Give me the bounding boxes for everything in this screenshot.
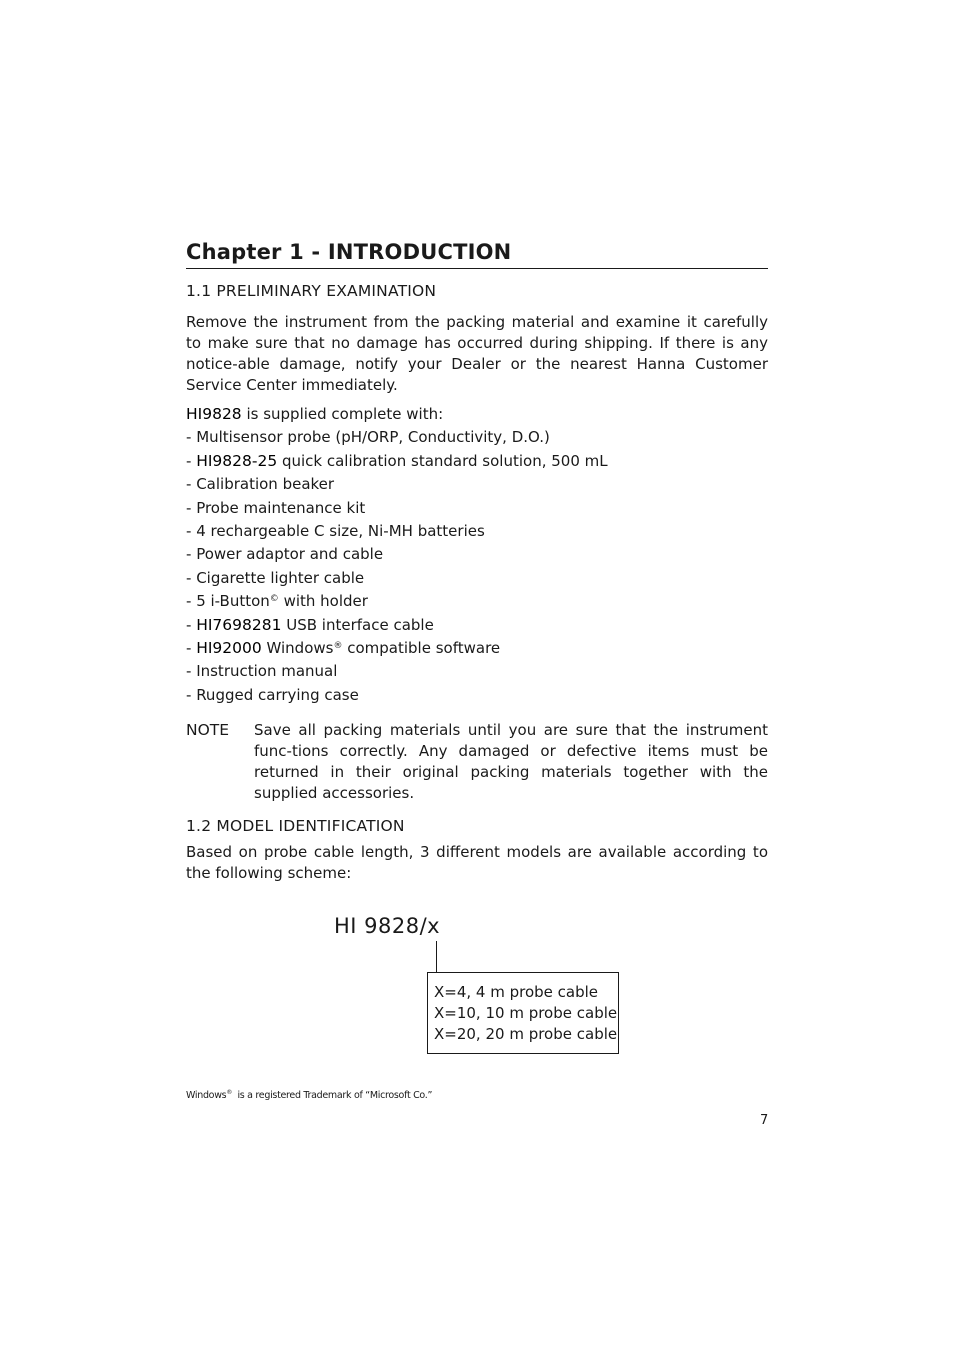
item-prefix: - [186, 498, 197, 517]
model-option: X=10, 10 m probe cable [434, 1004, 618, 1022]
item-text-after: with holder [278, 592, 368, 611]
list-item [186, 684, 768, 707]
page-number: 7 [760, 1113, 769, 1128]
model-name: HI9828 [186, 405, 242, 423]
item-prefix: - [186, 451, 197, 470]
list-item [186, 497, 768, 520]
item-prefix: - [186, 615, 197, 634]
model-identification-paragraph: Based on probe cable length, 3 different models are available according to the following scheme: [186, 843, 768, 882]
supplied-items-list [186, 403, 768, 707]
list-item [186, 473, 768, 496]
item-text: 4 rechargeable C size, Ni-MH batteries [196, 521, 485, 540]
supplied-intro [186, 403, 768, 426]
footnote-text: is a registered Trademark of “Microsoft Co.” [232, 1090, 433, 1101]
item-text: Power adaptor and cable [196, 545, 384, 564]
supplied-intro-text: is supplied complete with: [241, 405, 444, 423]
registered-mark: ® [226, 1089, 233, 1096]
item-prefix: - [186, 638, 197, 657]
item-code: HI7698281 [196, 615, 282, 634]
item-text: 5 i-Button [196, 592, 270, 611]
item-prefix: - [186, 568, 197, 587]
copyright-mark: © [269, 594, 279, 605]
list-item [186, 590, 768, 613]
item-prefix: - [186, 475, 197, 494]
model-option: X=4, 4 m probe cable [434, 983, 599, 1001]
item-text-after: compatible software [342, 638, 501, 657]
section-heading-preliminary-examination: 1.1 PRELIMINARY EXAMINATION [186, 282, 437, 300]
item-prefix: - [186, 521, 197, 540]
item-code: HI92000 [196, 638, 262, 657]
trademark-footnote [186, 1089, 432, 1103]
list-item [186, 637, 768, 660]
item-code: HI9828-25 [196, 451, 278, 470]
item-text: Probe maintenance kit [196, 498, 366, 517]
item-prefix: - [186, 592, 197, 611]
item-text: Calibration beaker [196, 475, 335, 494]
list-item [186, 660, 768, 683]
chapter-title: Chapter 1 - INTRODUCTION [186, 238, 768, 269]
model-option: X=20, 20 m probe cable [434, 1025, 618, 1043]
list-item [186, 614, 768, 637]
item-text: USB interface cable [281, 615, 434, 634]
item-text: Windows [261, 638, 334, 657]
list-item [186, 520, 768, 543]
item-prefix: - [186, 685, 197, 704]
footnote-word: Windows [186, 1090, 227, 1101]
list-item [186, 426, 768, 449]
section-heading-model-identification: 1.2 MODEL IDENTIFICATION [186, 817, 405, 835]
item-prefix: - [186, 545, 197, 564]
list-item [186, 450, 768, 473]
model-options-box [427, 972, 619, 1054]
item-text: Multisensor probe (pH/ORP, Conductivity, D.O.) [196, 428, 550, 447]
model-code: HI 9828/x [334, 914, 441, 938]
scheme-connector-line [436, 941, 437, 972]
list-item [186, 543, 768, 566]
note-label: NOTE [186, 721, 230, 739]
registered-mark: ® [333, 640, 343, 651]
note-text: Save all packing materials until you are sure that the instrument func-tions correctly. Any damaged or defective items must be returned in their original packing materials together with the supplied accessories. [254, 721, 768, 802]
item-text: quick calibration standard solution, 500 mL [277, 451, 608, 470]
item-text: Cigarette lighter cable [196, 568, 365, 587]
item-prefix: - [186, 428, 197, 447]
item-text: Instruction manual [196, 662, 338, 681]
item-text: Rugged carrying case [196, 685, 359, 704]
item-prefix: - [186, 662, 197, 681]
list-item [186, 567, 768, 590]
preliminary-examination-paragraph: Remove the instrument from the packing material and examine it carefully to make sure that no damage has occurred during shipping. If there is any notice-able damage, notify your Dealer or the nearest Hanna Customer Service Center immediately. [186, 313, 768, 394]
